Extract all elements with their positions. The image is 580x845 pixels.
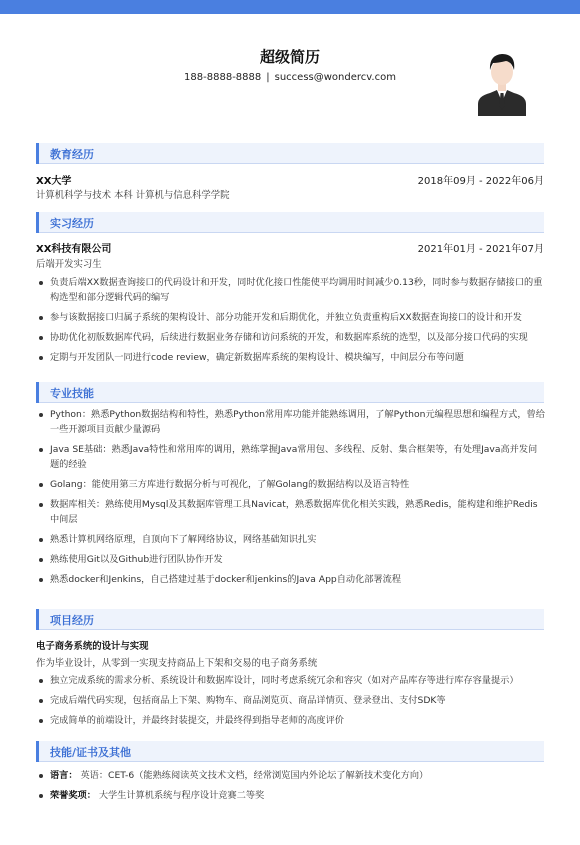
phone-number: 188-8888-8888 <box>184 72 262 83</box>
section-accent <box>36 382 39 403</box>
list-item <box>36 768 546 783</box>
section-internship <box>36 212 544 233</box>
award-text: 大学生计算机系统与程序设计竞赛二等奖 <box>98 790 265 801</box>
award-label: 荣誉奖项： <box>50 790 96 801</box>
list-item: 完成简单的前端设计，并最终封装提交，并最终得到指导老师的高度评价 <box>36 713 546 728</box>
section-title-internship: 实习经历 <box>50 217 94 230</box>
section-skills <box>36 382 544 403</box>
section-education <box>36 143 544 164</box>
email-address: success@wondercv.com <box>274 72 396 83</box>
contact-separator: | <box>266 72 270 83</box>
list-item: 协助优化初版数据库代码，后续进行数据业务存储和访问系统的开发，和数据库系统的选型，以及部分接口代码的实现 <box>36 330 546 345</box>
list-item: 参与该数据接口归属子系统的架构设计、部分功能开发和后期优化，并独立负责重构后XX数据查询接口的设计和开发 <box>36 310 546 325</box>
section-certificates <box>36 741 544 762</box>
section-title-projects: 项目经历 <box>50 614 94 627</box>
list-item: Golang：能使用第三方库进行数据分析与可视化，了解Golang的数据结构以及语言特性 <box>36 477 546 492</box>
certificates-list <box>36 768 546 808</box>
internship-period: 2021年01月 - 2021年07月 <box>417 244 544 255</box>
top-accent-bar <box>0 0 580 14</box>
list-item: 完成后端代码实现，包括商品上下架、购物车、商品浏览页、商品详情页、登录登出、支付SDK等 <box>36 693 546 708</box>
section-accent <box>36 212 39 233</box>
resume-title: 超级简历 <box>259 48 320 66</box>
project-list <box>36 673 546 733</box>
section-accent <box>36 609 39 630</box>
list-item: 独立完成系统的需求分析、系统设计和数据库设计，同时考虑系统冗余和容灾（如对产品库存等进行库存容量提示） <box>36 673 546 688</box>
avatar-placeholder-icon <box>476 46 528 116</box>
list-item: 负责后端XX数据查询接口的代码设计和开发，同时优化接口性能使平均调用时间减少0.13秒，同时参与数据存储接口的重构选型和部分逻辑代码的编写 <box>36 275 546 305</box>
list-item <box>36 788 546 803</box>
list-item: 定期与开发团队一同进行code review，确定新数据库系统的架构设计、模块编写，中间层分布等问题 <box>36 350 546 365</box>
section-title-education: 教育经历 <box>50 148 94 161</box>
list-item: 熟悉docker和Jenkins，自己搭建过基于docker和jenkins的Java App自动化部署流程 <box>36 572 546 587</box>
project-name: 电子商务系统的设计与实现 <box>36 641 149 652</box>
list-item: 熟练使用Git以及Github进行团队协作开发 <box>36 552 546 567</box>
school-name: XX大学 <box>36 176 72 187</box>
list-item: Python：熟悉Python数据结构和特性，熟悉Python常用库功能并能熟练调用，了解Python元编程思想和编程方式，曾给一些开源项目贡献少量源码 <box>36 407 546 437</box>
list-item: 熟悉计算机网络原理，自顶向下了解网络协议，网络基础知识扎实 <box>36 532 546 547</box>
project-description: 作为毕业设计，从零到一实现支持商品上下架和交易的电子商务系统 <box>36 658 318 669</box>
skills-list <box>36 407 546 592</box>
list-item: 数据库相关：熟练使用Mysql及其数据库管理工具Navicat，熟悉数据库优化相关实践，熟悉Redis，能构建和维护Redis中间层 <box>36 497 546 527</box>
language-label: 语言： <box>50 770 78 781</box>
section-title-skills: 专业技能 <box>50 387 94 400</box>
language-text: 英语：CET-6（能熟练阅读英文技术文档，经常浏览国内外论坛了解新技术变化方向） <box>80 770 429 781</box>
company-name: XX科技有限公司 <box>36 244 112 255</box>
internship-list <box>36 275 546 370</box>
section-title-certificates: 技能/证书及其他 <box>50 746 132 759</box>
section-accent <box>36 741 39 762</box>
education-period: 2018年09月 - 2022年06月 <box>417 176 544 187</box>
section-accent <box>36 143 39 164</box>
section-projects <box>36 609 544 630</box>
internship-role: 后端开发实习生 <box>36 259 102 270</box>
list-item: Java SE基础：熟悉Java特性和常用库的调用，熟练掌握Java常用包、多线程、反射、集合框架等，有处理Java高并发问题的经验 <box>36 442 546 472</box>
education-detail: 计算机科学与技术 本科 计算机与信息科学学院 <box>36 190 230 201</box>
